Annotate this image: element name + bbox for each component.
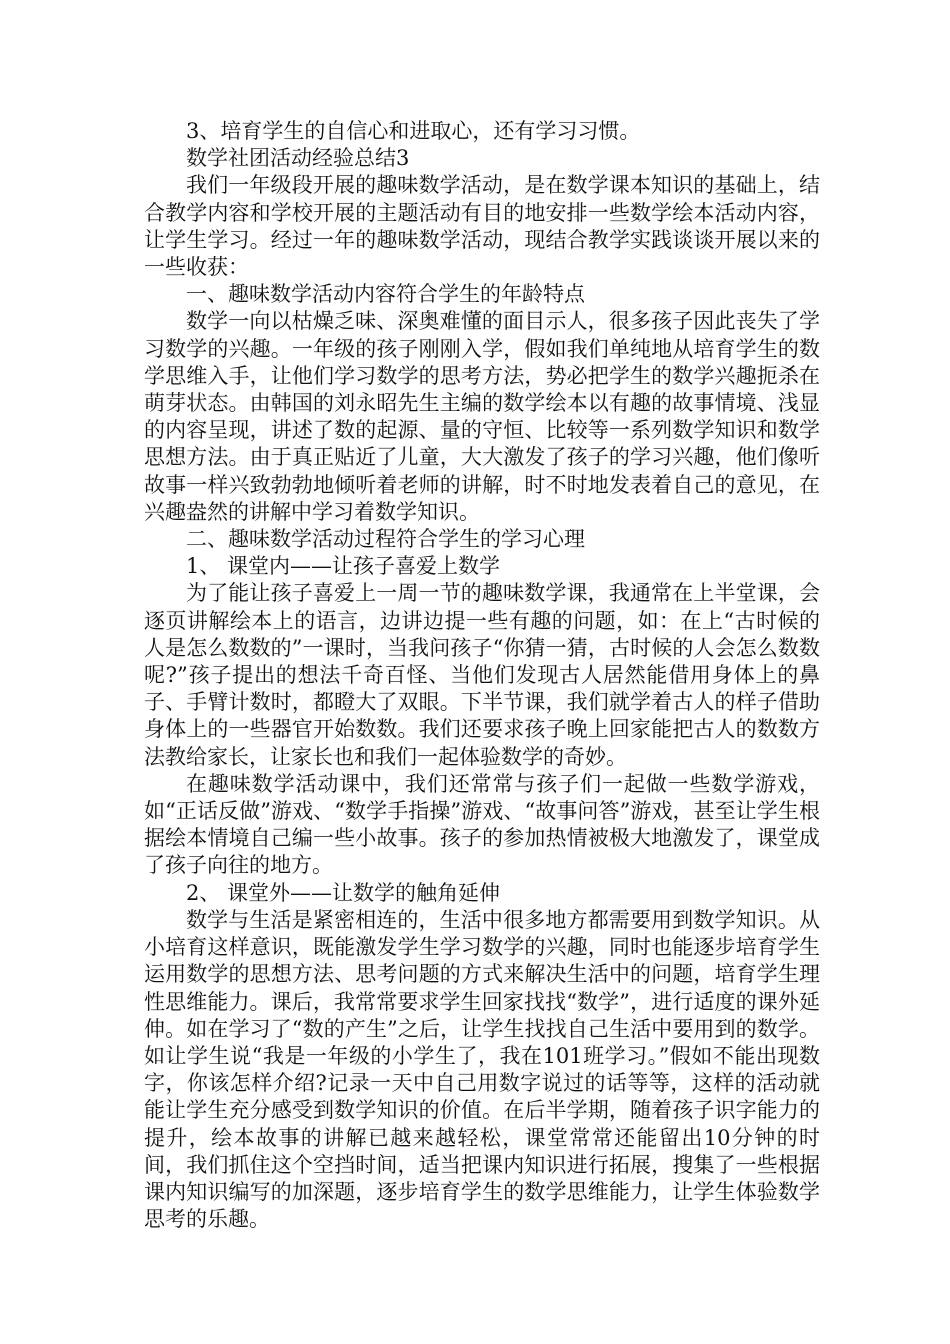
heading-one: 一、趣味数学活动内容符合学生的年龄特点 bbox=[186, 282, 585, 307]
document-body bbox=[144, 118, 820, 1233]
subheading-in-class: 1、 课堂内——让孩子喜爱上数学 bbox=[186, 554, 501, 579]
paragraph-habits: 3、培育学生的自信心和进取心，还有学习习惯。 bbox=[186, 119, 641, 143]
heading-two: 二、趣味数学活动过程符合学生的学习心理 bbox=[186, 527, 585, 552]
subheading-after-class: 2、 课堂外——让数学的触角延伸 bbox=[186, 880, 501, 905]
section-title: 数学社团活动经验总结3 bbox=[186, 146, 410, 171]
paragraph-age-features: 数学一向以枯燥乏味、深奥难懂的面目示人，很多孩子因此丧失了学习数学的兴趣。一年级的孩子刚刚入学，假如我们单纯地从培育学生的数学思维入手，让他们学习数学的思考方法，势必把学生的数学兴趣扼杀在萌芽状态。由韩国的刘永昭先生主编的数学绘本以有趣的故事情境、浅显的内容呈现，讲述了数的起源、量的守恒、比较等一系列数学知识和数学思想方法。由于真正贴近了儿童，大大激发了孩子的学习兴趣，他们像听故事一样兴致勃勃地倾听着老师的讲解，时不时地发表着自己的意见，在兴趣盎然的讲解中学习着数学知识。 bbox=[144, 309, 820, 524]
paragraph-in-class: 为了能让孩子喜爱上一周一节的趣味数学课，我通常在上半堂课，会逐页讲解绘本上的语言，边讲边提一些有趣的问题，如：在上“古时候的人是怎么数数的”一课时，当我问孩子“你猜一猜，古时候的人会怎么数数呢?”孩子提出的想法千奇百怪、当他们发现古人居然能借用身体上的鼻子、手臂计数时，都瞪大了双眼。下半节课，我们就学着古人的样子借助身体上的一些器官开始数数。我们还要求孩子晚上回家能把古人的数数方法教给家长，让家长也和我们一起体验数学的奇妙。 bbox=[144, 581, 820, 769]
paragraph-after-class: 数学与生活是紧密相连的，生活中很多地方都需要用到数学知识。从小培育这样意识，既能激发学生学习数学的兴趣，同时也能逐步培育学生运用数学的思想方法、思考问题的方式来解决生活中的问题，培育学生理性思维能力。课后，我常常要求学生回家找找“数学”，进行适度的课外延伸。如在学习了“数的产生”之后，让学生找找自己生活中要用到的数学。如让学生说“我是一年级的小学生了，我在101班学习。”假如不能出现数字，你该怎样介绍?记录一天中自己用数字说过的话等等，这样的活动就能让学生充分感受到数学知识的价值。在后半学期，随着孩子识字能力的提升，绘本故事的讲解已越来越轻松，课堂常常还能留出10分钟的时间，我们抓住这个空挡时间，适当把课内知识进行拓展，搜集了一些根据课内知识编写的加深题，逐步培育学生的数学思维能力，让学生体验数学思考的乐趣。 bbox=[144, 907, 820, 1232]
paragraph-intro: 我们一年级段开展的趣味数学活动，是在数学课本知识的基础上，结合教学内容和学校开展的主题活动有目的地安排一些数学绘本活动内容，让学生学习。经过一年的趣味数学活动，现结合教学实践谈谈开展以来的一些收获： bbox=[144, 173, 820, 280]
paragraph-games: 在趣味数学活动课中，我们还常常与孩子们一起做一些数学游戏，如“正话反做”游戏、“数学手指操”游戏、“故事问答”游戏，甚至让学生根据绘本情境自己编一些小故事。孩子的参加热情被极大地激发了，课堂成了孩子向往的地方。 bbox=[144, 771, 820, 878]
